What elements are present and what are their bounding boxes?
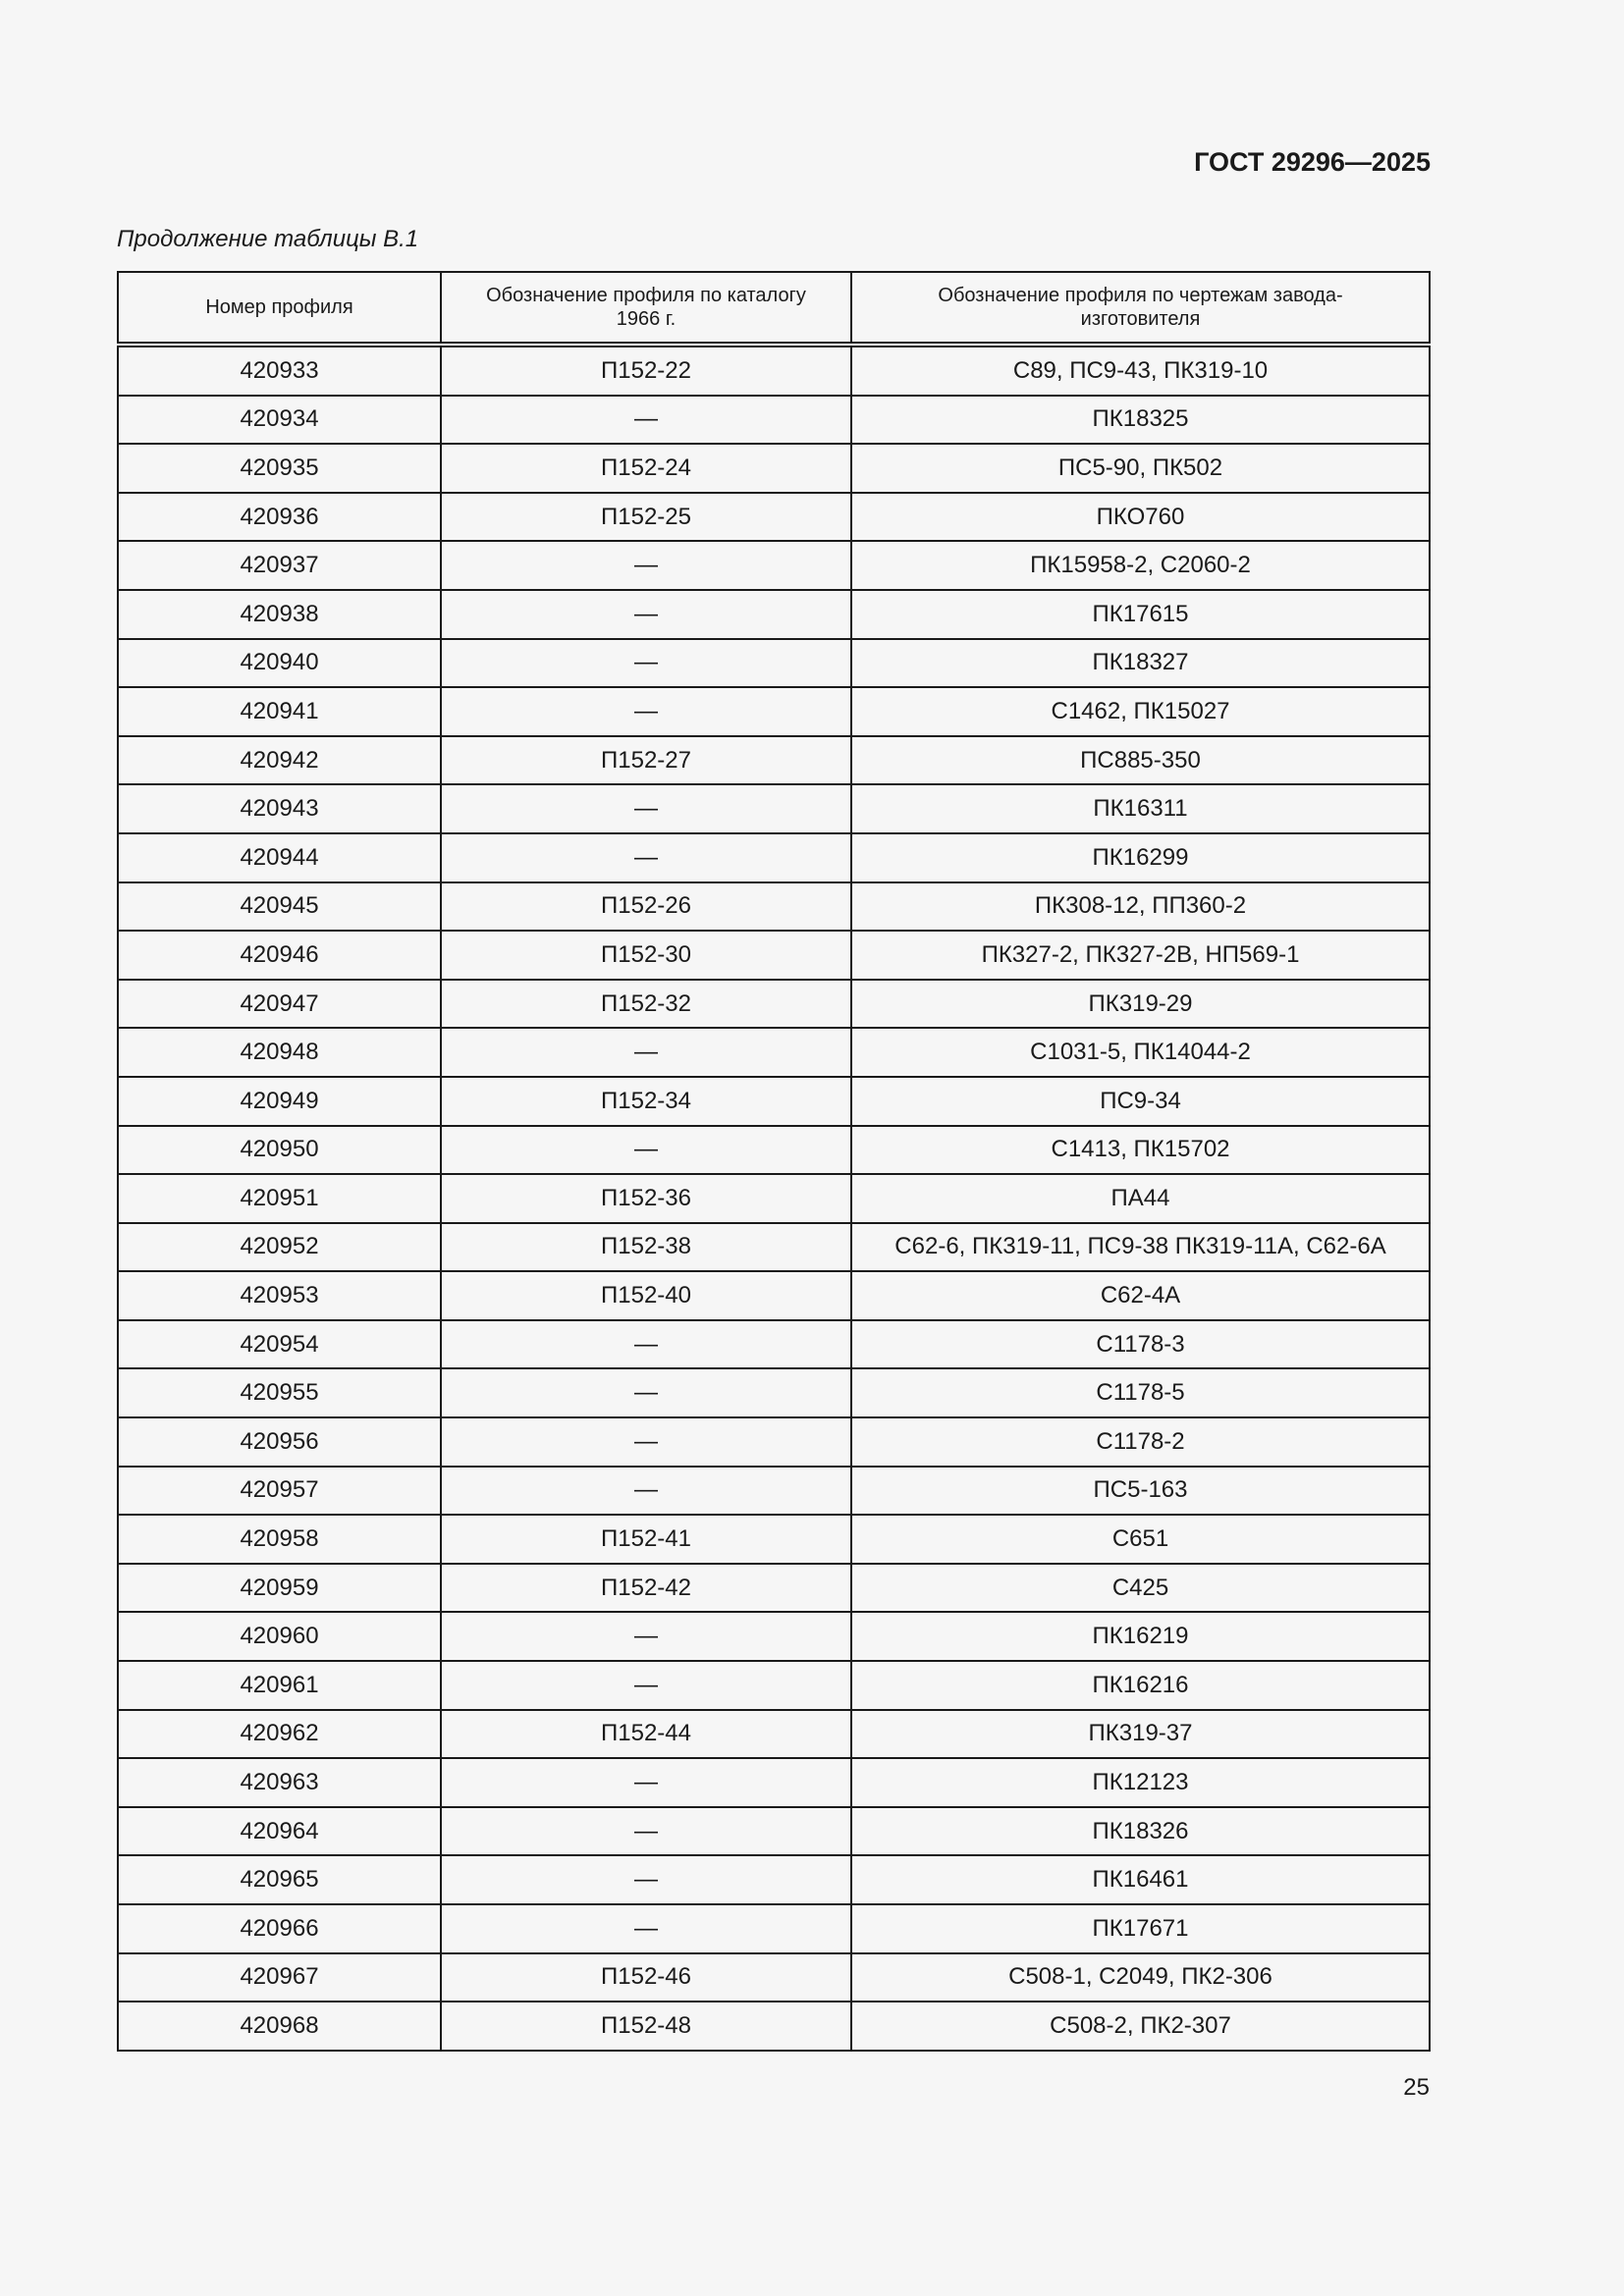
catalog-designation-cell: — — [441, 687, 851, 736]
table-row — [118, 590, 1430, 639]
factory-designation-cell: ПК16219 — [851, 1612, 1430, 1661]
factory-designation-cell: С1178-3 — [851, 1320, 1430, 1369]
catalog-designation-cell: П152-48 — [441, 2002, 851, 2051]
factory-designation-cell: ПК16311 — [851, 784, 1430, 833]
factory-designation-cell: С651 — [851, 1515, 1430, 1564]
factory-designation-cell: ПС885-350 — [851, 736, 1430, 785]
catalog-designation-cell: — — [441, 1807, 851, 1856]
factory-designation-cell: ПС9-34 — [851, 1077, 1430, 1126]
catalog-designation-cell: П152-25 — [441, 493, 851, 542]
catalog-designation-cell: П152-38 — [441, 1223, 851, 1272]
table-row — [118, 1467, 1430, 1516]
factory-designation-cell: ПК17615 — [851, 590, 1430, 639]
catalog-designation-cell: — — [441, 833, 851, 882]
factory-designation-cell: С425 — [851, 1564, 1430, 1613]
table-row — [118, 541, 1430, 590]
catalog-designation-cell: П152-41 — [441, 1515, 851, 1564]
table-row — [118, 493, 1430, 542]
factory-designation-cell: С1178-2 — [851, 1417, 1430, 1467]
catalog-designation-cell: — — [441, 1467, 851, 1516]
profile-number-cell: 420949 — [118, 1077, 441, 1126]
profile-number-cell: 420955 — [118, 1368, 441, 1417]
profile-number-cell: 420941 — [118, 687, 441, 736]
profile-number-cell: 420959 — [118, 1564, 441, 1613]
catalog-designation-cell: — — [441, 1320, 851, 1369]
profile-number-cell: 420953 — [118, 1271, 441, 1320]
catalog-designation-cell: — — [441, 1126, 851, 1175]
factory-designation-cell: ПК18326 — [851, 1807, 1430, 1856]
catalog-designation-cell: П152-42 — [441, 1564, 851, 1613]
factory-designation-cell: С1413, ПК15702 — [851, 1126, 1430, 1175]
table-row — [118, 639, 1430, 688]
factory-designation-cell: ПК17671 — [851, 1904, 1430, 1953]
table-row — [118, 1612, 1430, 1661]
factory-designation-cell: ПК327-2, ПК327-2В, НП569-1 — [851, 931, 1430, 980]
table-row — [118, 736, 1430, 785]
factory-designation-cell: ПК15958-2, С2060-2 — [851, 541, 1430, 590]
profile-table — [117, 271, 1431, 2052]
profile-number-cell: 420965 — [118, 1855, 441, 1904]
catalog-designation-cell: — — [441, 1855, 851, 1904]
table-row — [118, 1855, 1430, 1904]
catalog-designation-cell: П152-27 — [441, 736, 851, 785]
factory-designation-cell: ПКО760 — [851, 493, 1430, 542]
table-row — [118, 1710, 1430, 1759]
profile-number-cell: 420935 — [118, 444, 441, 493]
factory-designation-cell: С1031-5, ПК14044-2 — [851, 1028, 1430, 1077]
profile-number-cell: 420954 — [118, 1320, 441, 1369]
profile-number-cell: 420958 — [118, 1515, 441, 1564]
profile-number-cell: 420964 — [118, 1807, 441, 1856]
factory-designation-cell: ПС5-90, ПК502 — [851, 444, 1430, 493]
profile-number-cell: 420960 — [118, 1612, 441, 1661]
profile-number-cell: 420968 — [118, 2002, 441, 2051]
profile-number-cell: 420961 — [118, 1661, 441, 1710]
table-header-row — [118, 272, 1430, 345]
table-row — [118, 1028, 1430, 1077]
profile-number-cell: 420944 — [118, 833, 441, 882]
catalog-designation-cell: П152-40 — [441, 1271, 851, 1320]
profile-number-cell: 420936 — [118, 493, 441, 542]
table-row — [118, 1515, 1430, 1564]
table-row — [118, 882, 1430, 932]
profile-number-cell: 420950 — [118, 1126, 441, 1175]
catalog-designation-cell: — — [441, 784, 851, 833]
table-row — [118, 1368, 1430, 1417]
profile-number-cell: 420945 — [118, 882, 441, 932]
catalog-designation-cell: — — [441, 1612, 851, 1661]
catalog-designation-cell: — — [441, 1368, 851, 1417]
profile-number-cell: 420956 — [118, 1417, 441, 1467]
catalog-designation-cell: П152-34 — [441, 1077, 851, 1126]
table-caption: Продолжение таблицы В.1 — [117, 226, 419, 252]
profile-number-cell: 420966 — [118, 1904, 441, 1953]
catalog-designation-cell: П152-26 — [441, 882, 851, 932]
catalog-designation-cell: — — [441, 1028, 851, 1077]
catalog-designation-cell: — — [441, 590, 851, 639]
table-row — [118, 784, 1430, 833]
profile-number-cell: 420962 — [118, 1710, 441, 1759]
table-row — [118, 444, 1430, 493]
table-row — [118, 1174, 1430, 1223]
catalog-designation-cell: — — [441, 1661, 851, 1710]
catalog-designation-cell: — — [441, 541, 851, 590]
catalog-designation-cell: — — [441, 1758, 851, 1807]
profile-number-cell: 420943 — [118, 784, 441, 833]
factory-designation-cell: ПК319-29 — [851, 980, 1430, 1029]
catalog-designation-cell: — — [441, 1417, 851, 1467]
profile-number-cell: 420940 — [118, 639, 441, 688]
factory-designation-cell: С1462, ПК15027 — [851, 687, 1430, 736]
table-row — [118, 931, 1430, 980]
profile-number-cell: 420952 — [118, 1223, 441, 1272]
profile-number-cell: 420934 — [118, 396, 441, 445]
table-row — [118, 1758, 1430, 1807]
catalog-designation-cell: — — [441, 396, 851, 445]
factory-designation-cell: ПК16299 — [851, 833, 1430, 882]
catalog-designation-cell: П152-30 — [441, 931, 851, 980]
profile-number-cell: 420933 — [118, 345, 441, 396]
table-row — [118, 1271, 1430, 1320]
page-number: 25 — [1403, 2074, 1430, 2101]
column-header-catalog-designation: Обозначение профиля по каталогу 1966 г. — [441, 272, 851, 345]
catalog-designation-cell: П152-24 — [441, 444, 851, 493]
table-row — [118, 2002, 1430, 2051]
table-row — [118, 1661, 1430, 1710]
factory-designation-cell: С508-1, С2049, ПК2-306 — [851, 1953, 1430, 2002]
profile-number-cell: 420937 — [118, 541, 441, 590]
catalog-designation-cell: П152-32 — [441, 980, 851, 1029]
factory-designation-cell: ПК18325 — [851, 396, 1430, 445]
profile-number-cell: 420946 — [118, 931, 441, 980]
profile-number-cell: 420967 — [118, 1953, 441, 2002]
factory-designation-cell: С62-4А — [851, 1271, 1430, 1320]
catalog-designation-cell: П152-36 — [441, 1174, 851, 1223]
profile-number-cell: 420957 — [118, 1467, 441, 1516]
profile-number-cell: 420947 — [118, 980, 441, 1029]
catalog-designation-cell: П152-46 — [441, 1953, 851, 2002]
factory-designation-cell: ПК308-12, ПП360-2 — [851, 882, 1430, 932]
factory-designation-cell: ПК12123 — [851, 1758, 1430, 1807]
table-row — [118, 1417, 1430, 1467]
factory-designation-cell: С89, ПС9-43, ПК319-10 — [851, 345, 1430, 396]
profile-number-cell: 420948 — [118, 1028, 441, 1077]
table-row — [118, 1223, 1430, 1272]
table-row — [118, 396, 1430, 445]
profile-number-cell: 420942 — [118, 736, 441, 785]
catalog-designation-cell: П152-22 — [441, 345, 851, 396]
factory-designation-cell: ПК16216 — [851, 1661, 1430, 1710]
profile-number-cell: 420938 — [118, 590, 441, 639]
profile-number-cell: 420963 — [118, 1758, 441, 1807]
catalog-designation-cell: — — [441, 639, 851, 688]
table-row — [118, 1564, 1430, 1613]
catalog-designation-cell: — — [441, 1904, 851, 1953]
table-row — [118, 1904, 1430, 1953]
table-row — [118, 1077, 1430, 1126]
factory-designation-cell: ПК319-37 — [851, 1710, 1430, 1759]
column-header-profile-number: Номер профиля — [118, 272, 441, 345]
table-row — [118, 1320, 1430, 1369]
document-code: ГОСТ 29296—2025 — [1194, 147, 1431, 177]
column-header-factory-designation: Обозначение профиля по чертежам завода-изготовителя — [851, 272, 1430, 345]
table-row — [118, 1953, 1430, 2002]
factory-designation-cell: ПК18327 — [851, 639, 1430, 688]
factory-designation-cell: ПК16461 — [851, 1855, 1430, 1904]
factory-designation-cell: ПС5-163 — [851, 1467, 1430, 1516]
factory-designation-cell: С1178-5 — [851, 1368, 1430, 1417]
factory-designation-cell: ПА44 — [851, 1174, 1430, 1223]
catalog-designation-cell: П152-44 — [441, 1710, 851, 1759]
table-row — [118, 1126, 1430, 1175]
profile-number-cell: 420951 — [118, 1174, 441, 1223]
table-row — [118, 345, 1430, 396]
factory-designation-cell: С508-2, ПК2-307 — [851, 2002, 1430, 2051]
factory-designation-cell: С62-6, ПК319-11, ПС9-38 ПК319-11А, С62-6А — [851, 1223, 1430, 1272]
table-row — [118, 833, 1430, 882]
table-row — [118, 980, 1430, 1029]
table-row — [118, 1807, 1430, 1856]
table-row — [118, 687, 1430, 736]
